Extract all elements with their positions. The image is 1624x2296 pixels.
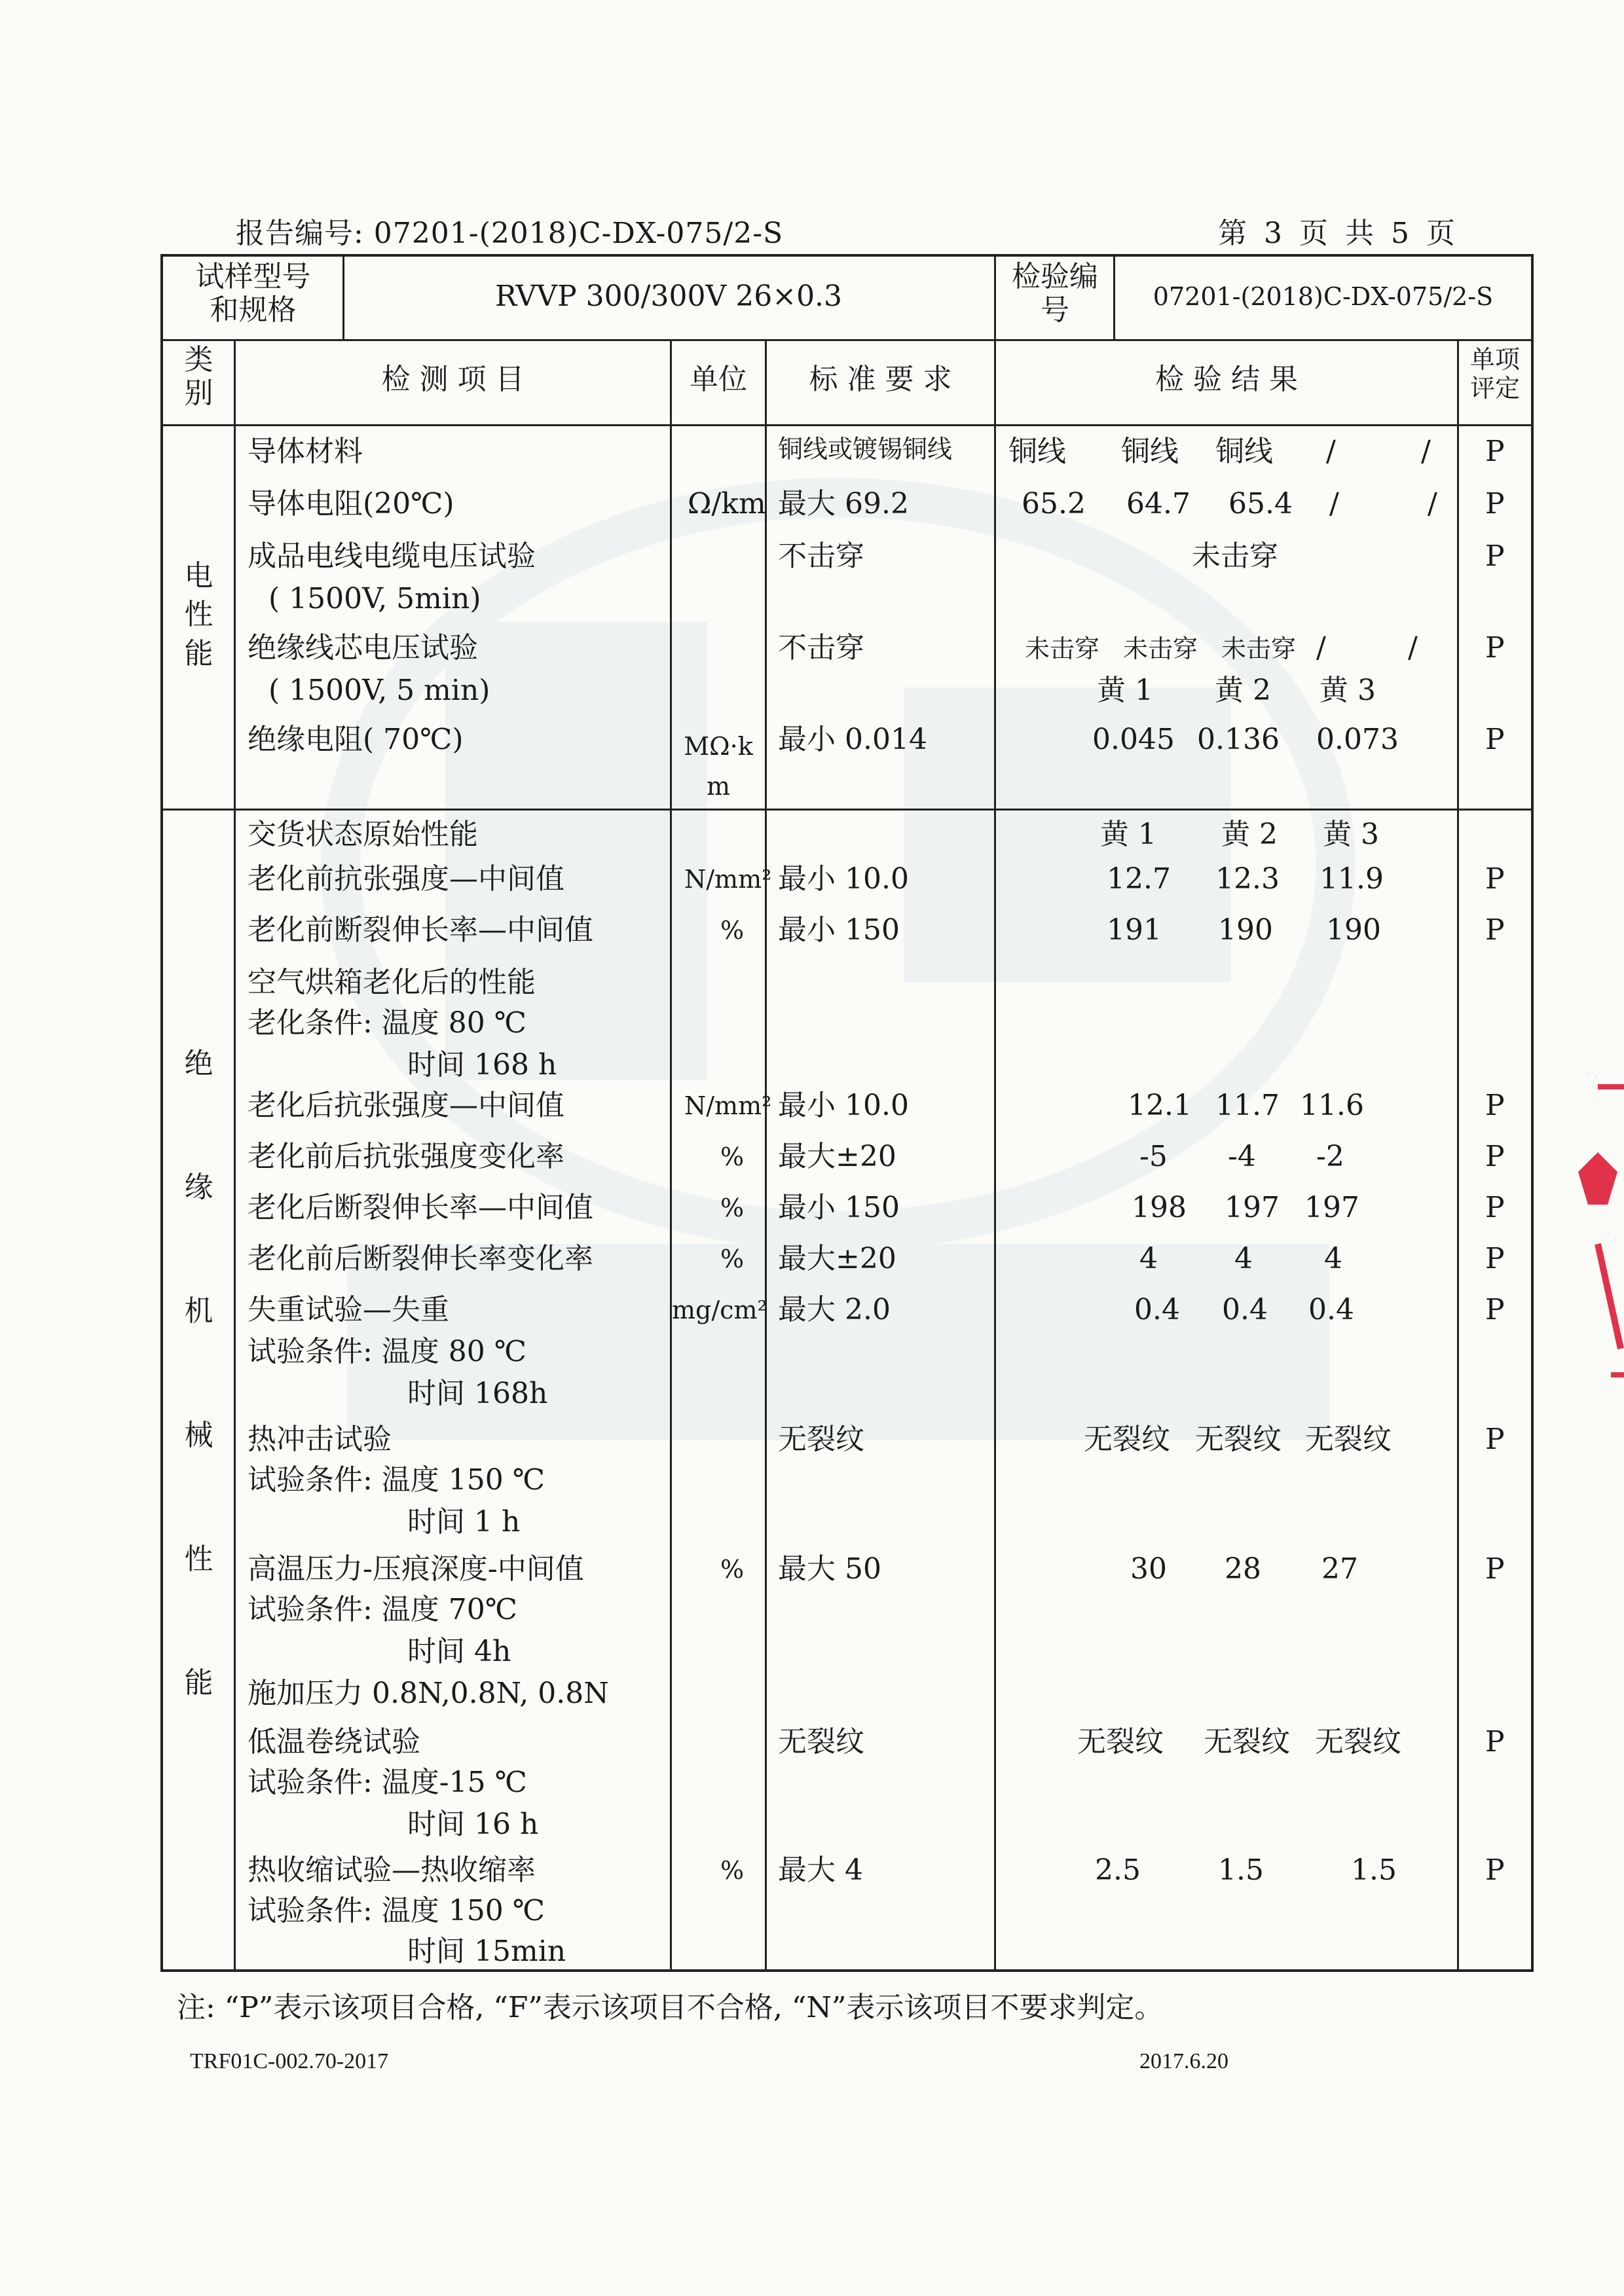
std-cell: 最大 4 [778, 1853, 863, 1887]
sample-label: 黄 1 [1097, 674, 1153, 707]
std-cell: 最大 69.2 [778, 487, 909, 520]
result-cell: -2 [1316, 1140, 1344, 1173]
result-cell: 1.5 [1351, 1853, 1397, 1887]
judge-cell: P [1485, 1140, 1505, 1173]
item-condition: 时间 4h [407, 1635, 511, 1668]
result-cell: 0.4 [1308, 1293, 1354, 1326]
unit-cell: % [720, 916, 745, 945]
page-info: 第 3 页 共 5 页 [1218, 217, 1459, 250]
judge-cell: P [1485, 435, 1505, 468]
sample-label: 黄 1 [1100, 818, 1156, 851]
std-cell: 最小 0.014 [778, 723, 927, 756]
col-category: 类 别 [184, 343, 213, 410]
result-cell: 11.7 [1215, 1089, 1280, 1122]
red-stamp-fragment [1572, 1074, 1624, 1388]
unit-cell: N/mm² [684, 865, 772, 894]
unit-cell: mg/cm² [672, 1296, 767, 1324]
std-cell: 最小 10.0 [778, 862, 909, 896]
unit-cell: MΩ·k m [684, 732, 753, 801]
report-number: 报告编号: 07201-(2018)C-DX-075/2-S [236, 217, 784, 250]
result-cell: 4 [1324, 1242, 1342, 1275]
item-heat-shock: 热冲击试验 [248, 1423, 392, 1456]
result-cell: 30 [1130, 1552, 1167, 1586]
result-cell: 190 [1218, 913, 1273, 947]
judge-cell: P [1485, 1242, 1505, 1275]
item-condition: 时间 16 h [407, 1808, 539, 1841]
result-cell: 11.9 [1320, 862, 1384, 896]
result-cell: 无裂纹 [1077, 1725, 1164, 1758]
item-condition: 时间 1 h [407, 1505, 521, 1539]
result-cell: 190 [1326, 913, 1381, 947]
item-tensile-before: 老化前抗张强度—中间值 [248, 862, 564, 896]
std-cell: 最大 50 [778, 1552, 881, 1586]
result-cell: 未击穿 [1025, 634, 1100, 663]
result-cell: 铜线 [1215, 435, 1273, 468]
sample-label: 黄 2 [1221, 818, 1278, 851]
judge-cell: P [1485, 913, 1505, 947]
item-cable-voltage-test: 成品电线电缆电压试验 [248, 539, 536, 573]
result-cell: 未击穿 [1123, 634, 1198, 663]
item-condition: 试验条件: 温度 150 ℃ [248, 1894, 545, 1927]
item-pressure-test: 高温压力-压痕深度-中间值 [248, 1552, 584, 1586]
unit-cell: % [720, 1856, 745, 1885]
item-insulation-voltage-test: 绝缘线芯电压试验 [248, 631, 478, 665]
result-cell: 197 [1225, 1191, 1280, 1224]
result-cell: 铜线 [1121, 435, 1179, 468]
std-cell: 最大 2.0 [778, 1293, 891, 1326]
item-condition: 老化条件: 温度 80 ℃ [248, 1006, 526, 1040]
item-conductor-resistance: 导体电阻(20℃) [248, 487, 454, 520]
item-condition: 试验条件: 温度 80 ℃ [248, 1335, 526, 1368]
col-result: 检 验 结 果 [1155, 363, 1298, 396]
sample-label: 黄 3 [1320, 674, 1376, 707]
result-cell: 未击穿 [1221, 634, 1297, 663]
std-conductor-material: 铜线或镀锡铜线 [778, 435, 953, 464]
judge-cell: P [1485, 1089, 1505, 1122]
unit-cell: N/mm² [684, 1091, 772, 1120]
col-item: 检 测 项 目 [381, 363, 525, 396]
judge-cell: P [1485, 1552, 1505, 1586]
result-cell: 铜线 [1008, 435, 1066, 468]
item-condition: 试验条件: 温度 150 ℃ [248, 1463, 545, 1497]
judge-cell: P [1485, 1293, 1505, 1326]
item-delivery-state: 交货状态原始性能 [248, 818, 478, 851]
item-condition: ( 1500V, 5min) [268, 582, 481, 615]
inspection-number-label: 检验编 号 [1012, 260, 1098, 327]
result-cell: / [1428, 487, 1437, 520]
item-condition: 时间 15min [407, 1935, 566, 1968]
sample-label: 黄 3 [1323, 818, 1379, 851]
form-date: 2017.6.20 [1139, 2049, 1228, 2073]
col-judge: 单项 评定 [1469, 345, 1520, 403]
judge-cell: P [1485, 1191, 1505, 1224]
result-cell: 64.7 [1126, 487, 1190, 520]
result-cell: 4 [1234, 1242, 1253, 1275]
col-standard: 标 准 要 求 [809, 363, 952, 396]
result-cell: -4 [1228, 1140, 1256, 1173]
judge-cell: P [1485, 1725, 1505, 1758]
result-cell: 无裂纹 [1084, 1423, 1170, 1456]
inspection-number-value: 07201-(2018)C-DX-075/2-S [1153, 282, 1494, 311]
result-cell: 无裂纹 [1305, 1423, 1392, 1456]
model-value: RVVP 300/300V 26×0.3 [494, 280, 843, 313]
result-cell: 0.4 [1222, 1293, 1268, 1326]
judge-cell: P [1485, 1423, 1505, 1456]
result-cell: 2.5 [1095, 1853, 1141, 1887]
result-cell: 4 [1139, 1242, 1158, 1275]
item-weight-loss: 失重试验—失重 [248, 1293, 449, 1326]
result-cell: / [1408, 631, 1418, 665]
std-cell: 无裂纹 [778, 1725, 864, 1758]
result-cell: / [1316, 631, 1326, 665]
result-cell: 12.1 [1128, 1089, 1192, 1122]
item-condition: ( 1500V, 5 min) [268, 674, 490, 707]
sample-label: 黄 2 [1215, 674, 1271, 707]
item-tensile-change: 老化前后抗张强度变化率 [248, 1140, 564, 1173]
judge-cell: P [1485, 487, 1505, 520]
unit-cell: % [720, 1142, 745, 1171]
judge-cell: P [1485, 1853, 1505, 1887]
unit-cell: Ω/km [688, 487, 766, 520]
result-cell: 无裂纹 [1315, 1725, 1401, 1758]
std-cell: 最大±20 [778, 1140, 896, 1173]
result-cell: -5 [1139, 1140, 1168, 1173]
result-cell: 0.073 [1316, 723, 1399, 756]
result-cell: / [1326, 435, 1336, 468]
item-cold-winding: 低温卷绕试验 [248, 1725, 420, 1758]
judge-cell: P [1485, 723, 1505, 756]
item-elongation-after: 老化后断裂伸长率—中间值 [248, 1191, 593, 1224]
result-cell: 28 [1225, 1552, 1261, 1586]
legend-note: 注: “P”表示该项目合格, “F”表示该项目不合格, “N”表示该项目不要求判定。 [177, 1991, 1164, 2024]
item-elongation-before: 老化前断裂伸长率—中间值 [248, 913, 593, 947]
item-conductor-material: 导体材料 [248, 435, 363, 468]
result-cell: 65.2 [1022, 487, 1086, 520]
std-cell: 不击穿 [778, 539, 864, 573]
std-cell: 最小 10.0 [778, 1089, 909, 1122]
std-cell: 无裂纹 [778, 1423, 864, 1456]
model-label: 试样型号 和规格 [195, 260, 311, 327]
result-cell: / [1329, 487, 1339, 520]
result-cell: 12.3 [1215, 862, 1280, 896]
unit-cell: % [720, 1555, 745, 1584]
item-tensile-after: 老化后抗张强度—中间值 [248, 1089, 564, 1122]
std-cell: 最大±20 [778, 1242, 896, 1275]
result-cell: 0.136 [1197, 723, 1280, 756]
std-cell: 最小 150 [778, 1191, 900, 1224]
item-condition: 施加压力 0.8N,0.8N, 0.8N [248, 1677, 609, 1710]
result-cell: 65.4 [1228, 487, 1293, 520]
judge-cell: P [1485, 631, 1505, 665]
result-cell: 无裂纹 [1195, 1423, 1282, 1456]
result-cell: 12.7 [1107, 862, 1171, 896]
result-cell: 未击穿 [1192, 539, 1278, 573]
item-condition: 试验条件: 温度-15 ℃ [248, 1766, 527, 1799]
result-cell: 191 [1107, 913, 1162, 947]
judge-cell: P [1485, 539, 1505, 573]
result-cell: 197 [1304, 1191, 1359, 1224]
item-condition: 时间 168h [407, 1377, 548, 1410]
std-cell: 最小 150 [778, 913, 900, 947]
result-cell: 无裂纹 [1204, 1725, 1290, 1758]
item-condition: 时间 168 h [407, 1048, 557, 1082]
result-cell: / [1421, 435, 1431, 468]
category-electrical: 电 性 能 [184, 559, 213, 670]
result-cell: 198 [1132, 1191, 1187, 1224]
item-insulation-resistance: 绝缘电阻( 70℃) [248, 723, 464, 756]
unit-cell: % [720, 1194, 745, 1222]
item-condition: 试验条件: 温度 70℃ [248, 1593, 518, 1626]
result-cell: 0.045 [1092, 723, 1175, 756]
judge-cell: P [1485, 862, 1505, 896]
result-cell: 0.4 [1134, 1293, 1180, 1326]
result-cell: 1.5 [1218, 1853, 1264, 1887]
result-cell: 11.6 [1300, 1089, 1364, 1122]
unit-cell: % [720, 1245, 745, 1273]
item-heat-shrink: 热收缩试验—热收缩率 [248, 1853, 536, 1887]
item-elongation-change: 老化前后断裂伸长率变化率 [248, 1242, 593, 1275]
std-cell: 不击穿 [778, 631, 864, 665]
form-number: TRF01C-002.70-2017 [190, 2049, 389, 2073]
category-mechanical: 绝 缘 机 械 性 能 [184, 1047, 213, 1700]
item-oven-aging: 空气烘箱老化后的性能 [248, 966, 536, 999]
result-cell: 27 [1321, 1552, 1358, 1586]
col-unit: 单位 [690, 363, 747, 396]
